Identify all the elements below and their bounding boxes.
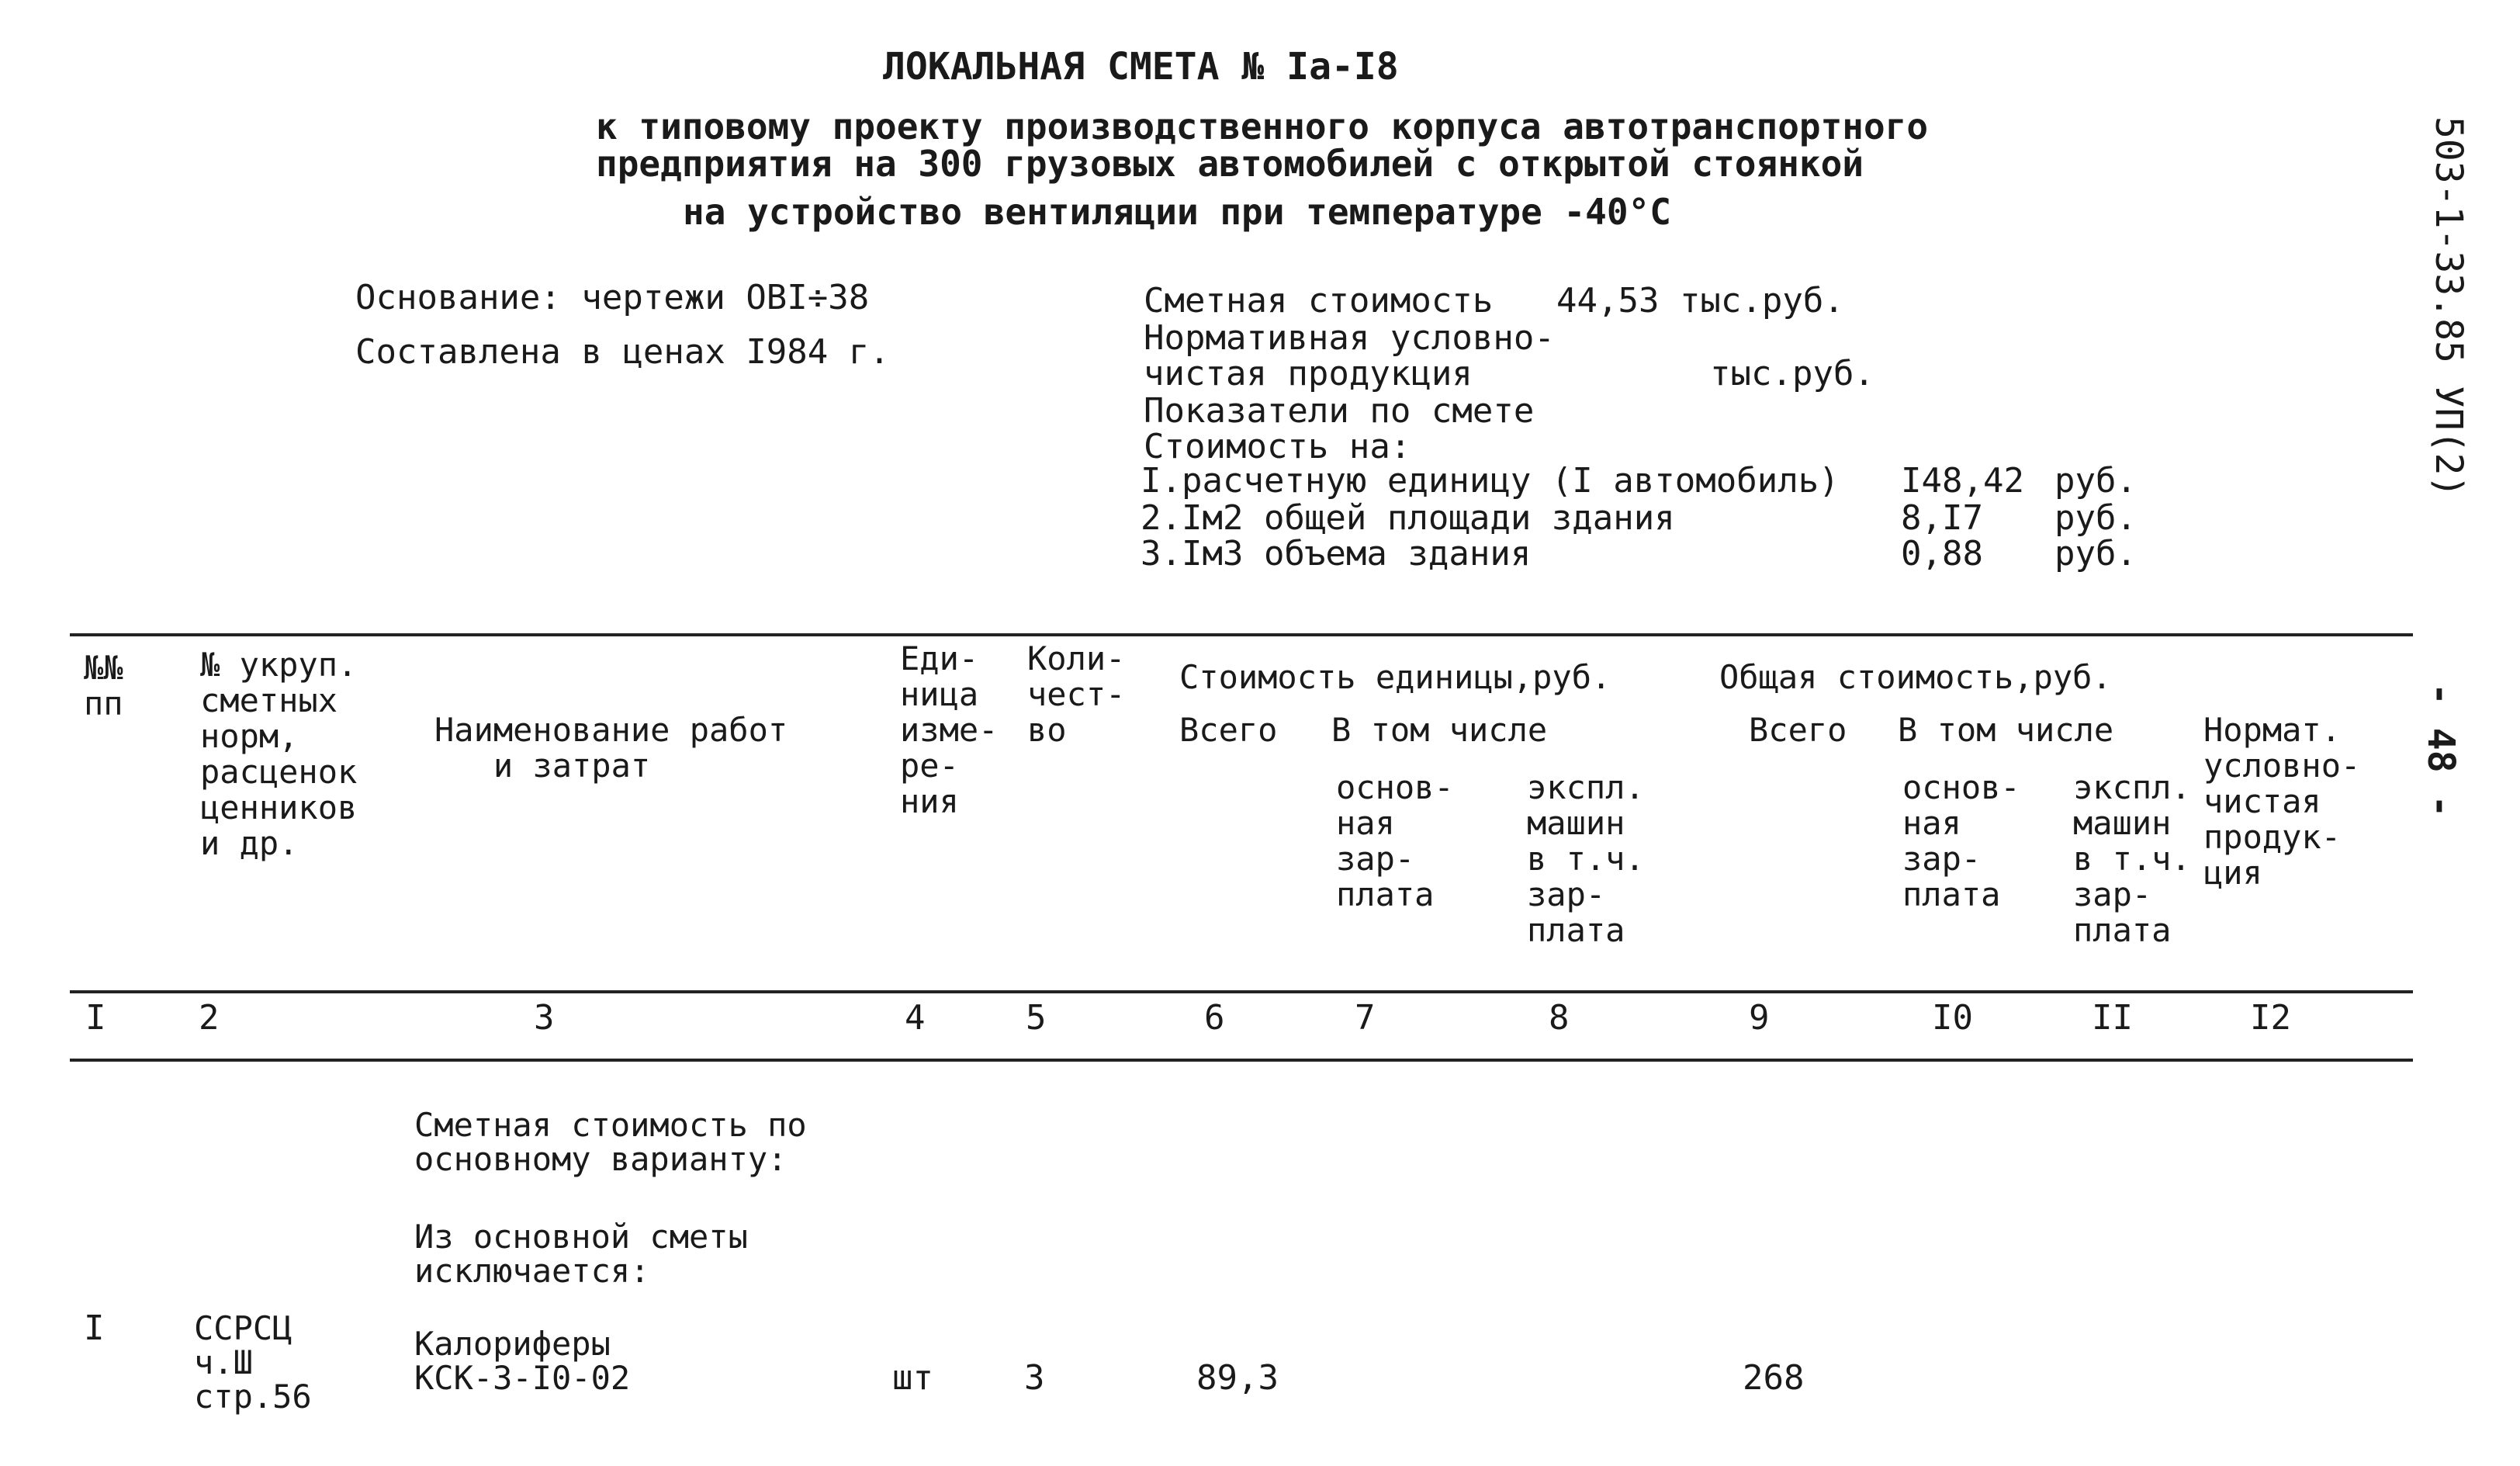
row-reference: ССРСЦ ч.Ш стр.56: [194, 1309, 312, 1416]
col-header-total-wages: основ- ная зар- плата: [1902, 768, 2020, 913]
indicator-label-3: 3.Iм3 объема здания: [1141, 534, 1532, 574]
indicators-label: Показатели по смете: [1144, 391, 1535, 431]
indicator-label-2: 2.Iм2 общей площади здания: [1141, 498, 1675, 538]
col-header-unit-incl: В том числе: [1331, 711, 1548, 749]
col-header-quantity: Коли- чест- во: [1027, 639, 1126, 749]
cost-on-label: Стоимость на:: [1144, 427, 1411, 466]
col-header-unit: Еди- ница изме- ре- ния: [900, 639, 999, 820]
page-number: - 48 -: [2419, 683, 2463, 818]
col-header-unit-wages: основ- ная зар- плата: [1336, 768, 1454, 913]
col-header-unit-total: Всего: [1179, 711, 1278, 749]
column-numbers-bottom-rule: [70, 1059, 2413, 1062]
col-header-total-machines: экспл. машин в т.ч. зар- плата: [2073, 768, 2191, 949]
indicator-unit-2: руб.: [2054, 498, 2137, 538]
row-total: 268: [1743, 1358, 1805, 1398]
col-number: I: [85, 998, 106, 1038]
col-number: 7: [1355, 998, 1376, 1038]
indicator-value-2: 8,I7: [1901, 498, 1983, 538]
col-header-unit-machines: экспл. машин в т.ч. зар- плата: [1527, 768, 1645, 949]
document-code-stamp: 503-1-33.85 УП(2): [2427, 116, 2470, 498]
indicator-label-1: I.расчетную единицу (I автомобиль): [1141, 461, 1840, 501]
col-header-number: №№ пп: [84, 649, 123, 723]
row-quantity: 3: [1024, 1358, 1045, 1398]
col-header-reference: № укруп. сметных норм, расценок ценников и др.: [200, 646, 358, 862]
document-title: ЛОКАЛЬНАЯ СМЕТА № Iа-I8: [883, 45, 1399, 88]
normative-label-2: чистая продукция: [1144, 354, 1473, 393]
group-header-total-cost: Общая стоимость,руб.: [1719, 658, 2112, 696]
col-number: I0: [1932, 998, 1973, 1038]
row-unit: шт: [892, 1358, 933, 1398]
estimated-cost-value: 44,53 тыс.руб.: [1556, 281, 1844, 321]
subtitle-line-2: предприятия на 300 грузовых автомобилей с открытой стоянкой: [596, 143, 1864, 185]
indicator-unit-1: руб.: [2054, 461, 2137, 501]
section-base-variant: Сметная стоимость по основному варианту:: [414, 1106, 807, 1178]
normative-label-1: Нормативная условно-: [1144, 318, 1555, 358]
table-top-rule: [70, 633, 2413, 636]
row-unit-total: 89,3: [1196, 1358, 1279, 1398]
row-name: Калориферы КСК-3-I0-02: [414, 1325, 631, 1397]
indicator-value-1: I48,42: [1901, 461, 2024, 501]
column-numbers-top-rule: [70, 990, 2413, 993]
col-number: 9: [1749, 998, 1770, 1038]
col-number: 4: [905, 998, 926, 1038]
row-number: I: [84, 1308, 105, 1348]
subtitle-line-3: на устройство вентиляции при температуре -40°С: [683, 191, 1671, 233]
col-header-total: Всего: [1749, 711, 1847, 749]
col-number: 3: [534, 998, 555, 1038]
estimated-cost-label: Сметная стоимость: [1144, 281, 1494, 321]
col-header-name: Наименование работ и затрат: [434, 711, 788, 785]
section-excluded: Из основной сметы исключается:: [414, 1218, 748, 1290]
col-number: II: [2092, 998, 2133, 1038]
col-header-normative: Нормат. условно- чистая продук- ция: [2203, 711, 2361, 892]
prices-text: Составлена в ценах I984 г.: [355, 332, 890, 372]
basis-text: Основание: чертежи ОВI÷38: [355, 278, 870, 317]
col-number: 6: [1204, 998, 1225, 1038]
col-number: 2: [199, 998, 220, 1038]
col-number: I2: [2250, 998, 2291, 1038]
normative-unit: тыс.руб.: [1710, 354, 1874, 393]
col-number: 8: [1549, 998, 1570, 1038]
indicator-unit-3: руб.: [2054, 534, 2137, 574]
col-number: 5: [1026, 998, 1047, 1038]
subtitle-line-1: к типовому проекту производственного корпуса автотранспортного: [596, 106, 1929, 147]
indicator-value-3: 0,88: [1901, 534, 1983, 574]
col-header-total-incl: В том числе: [1898, 711, 2114, 749]
group-header-unit-cost: Стоимость единицы,руб.: [1179, 658, 1611, 696]
